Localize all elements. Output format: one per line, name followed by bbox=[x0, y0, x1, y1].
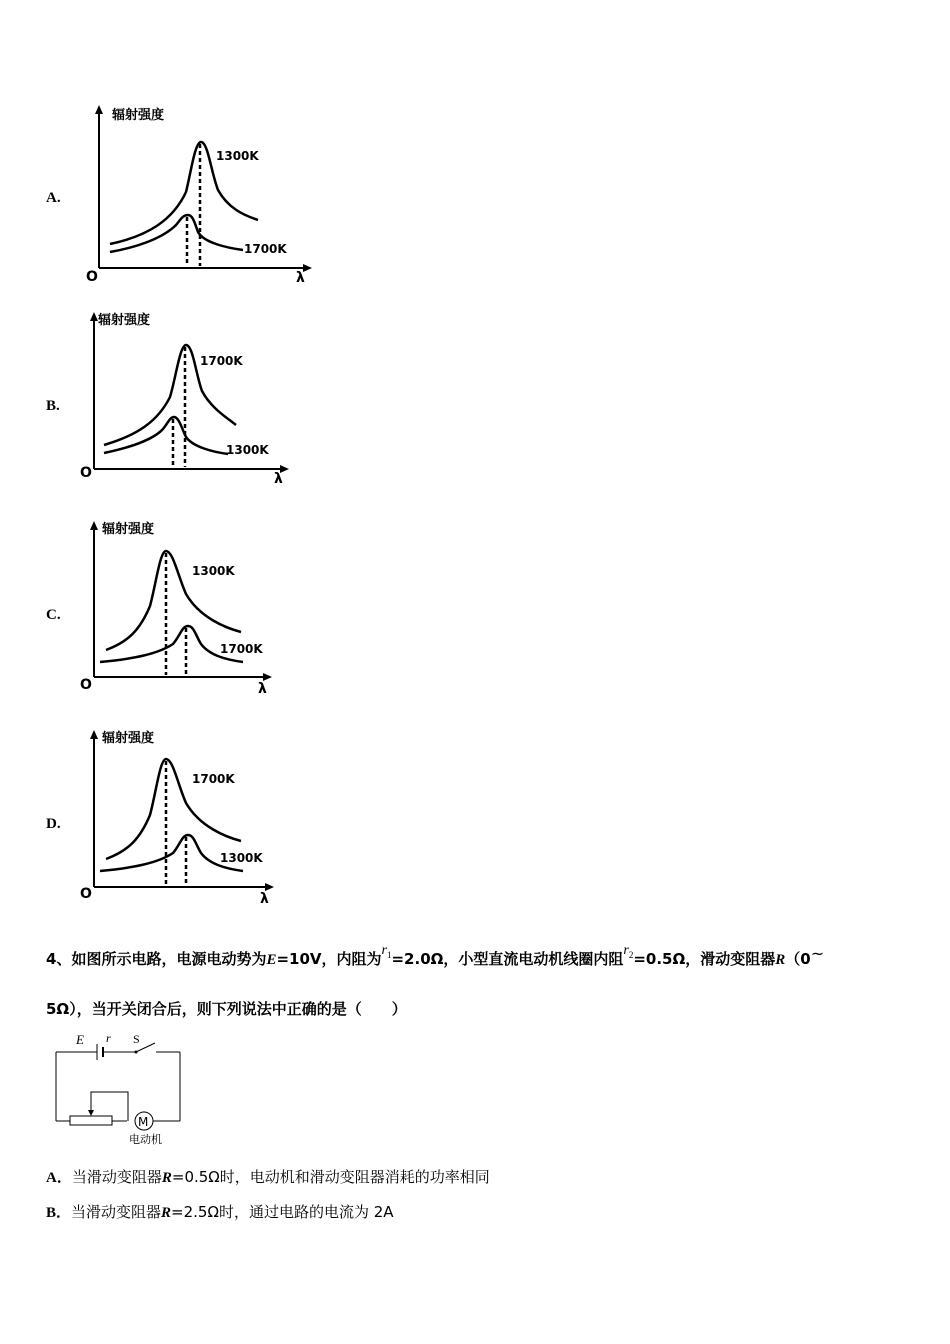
lambda-label: λ bbox=[260, 891, 269, 907]
temp-label-low: 1300K bbox=[226, 443, 269, 457]
option-b-graph bbox=[78, 305, 308, 490]
motor-caption: 电动机 bbox=[129, 1133, 162, 1146]
y-axis-title: 辐射强度 bbox=[98, 313, 151, 328]
temp-label-low: 1700K bbox=[244, 242, 287, 256]
r2-value: =0.5Ω，滑动变阻器 bbox=[633, 950, 776, 968]
r1-value: =2.0Ω，小型直流电动机线圈内阻 bbox=[391, 950, 624, 968]
origin-label: O bbox=[80, 886, 92, 902]
circuit-diagram bbox=[50, 1030, 190, 1154]
y-axis-title: 辐射强度 bbox=[112, 108, 165, 123]
answer-b: B．当滑动变阻器R=2.5Ω时，通过电路的电流为 2A bbox=[46, 1203, 394, 1221]
curve-low-peak bbox=[110, 215, 243, 252]
temp-label-low: 1700K bbox=[220, 642, 263, 656]
y-axis-arrow-icon bbox=[95, 105, 103, 114]
option-a-label: A. bbox=[46, 190, 61, 206]
emf-label: E bbox=[76, 1032, 84, 1047]
option-a-graph bbox=[78, 100, 328, 285]
y-axis-arrow-icon bbox=[90, 312, 98, 321]
origin-label: O bbox=[80, 465, 92, 481]
x-axis-arrow-icon bbox=[265, 883, 274, 891]
curve-low-peak bbox=[104, 417, 228, 454]
rheostat-icon bbox=[70, 1116, 112, 1125]
temp-label-low: 1300K bbox=[220, 851, 263, 865]
temp-label-high: 1700K bbox=[200, 354, 243, 368]
answer-b-label: B． bbox=[46, 1205, 72, 1221]
emf-value: =10V，内阻为 bbox=[276, 950, 382, 968]
y-axis-title: 辐射强度 bbox=[102, 522, 155, 537]
r-label: r bbox=[106, 1031, 111, 1045]
question-number: 4、 bbox=[46, 950, 72, 968]
answer-a-label: A． bbox=[46, 1170, 72, 1186]
temp-label-high: 1300K bbox=[216, 149, 259, 163]
x-axis-arrow-icon bbox=[263, 673, 272, 681]
range-start: （0 bbox=[785, 950, 811, 968]
switch-label: S bbox=[133, 1032, 140, 1046]
answer-a: A．当滑动变阻器R=0.5Ω时，电动机和滑动变阻器消耗的功率相同 bbox=[46, 1168, 490, 1186]
y-axis-title: 辐射强度 bbox=[102, 731, 155, 746]
option-c-label: C. bbox=[46, 607, 61, 623]
lambda-label: λ bbox=[296, 270, 305, 286]
question-text-1: 如图所示电路，电源电动势为 bbox=[71, 950, 267, 968]
emf-symbol: E bbox=[266, 952, 277, 968]
motor-symbol: M bbox=[138, 1115, 149, 1129]
tilde: ~ bbox=[810, 944, 825, 963]
option-c-graph bbox=[78, 514, 308, 699]
origin-label: O bbox=[80, 677, 92, 693]
question-4-line-2: 5Ω），当开关闭合后，则下列说法中正确的是（ ） bbox=[46, 1000, 407, 1018]
question-4-line-1 bbox=[46, 943, 825, 970]
option-d-label: D. bbox=[46, 816, 61, 832]
option-d-graph bbox=[78, 723, 308, 908]
temp-label-high: 1300K bbox=[192, 564, 235, 578]
r1-symbol: $r_1$ bbox=[381, 943, 392, 960]
option-b-label: B. bbox=[46, 398, 60, 414]
origin-label: O bbox=[86, 269, 98, 285]
y-axis-arrow-icon bbox=[90, 730, 98, 739]
temp-label-high: 1700K bbox=[192, 772, 235, 786]
R-symbol: R bbox=[775, 952, 786, 968]
y-axis-arrow-icon bbox=[90, 521, 98, 530]
r2-symbol: $r_2$ bbox=[623, 943, 634, 960]
lambda-label: λ bbox=[258, 681, 267, 697]
lambda-label: λ bbox=[274, 471, 283, 487]
